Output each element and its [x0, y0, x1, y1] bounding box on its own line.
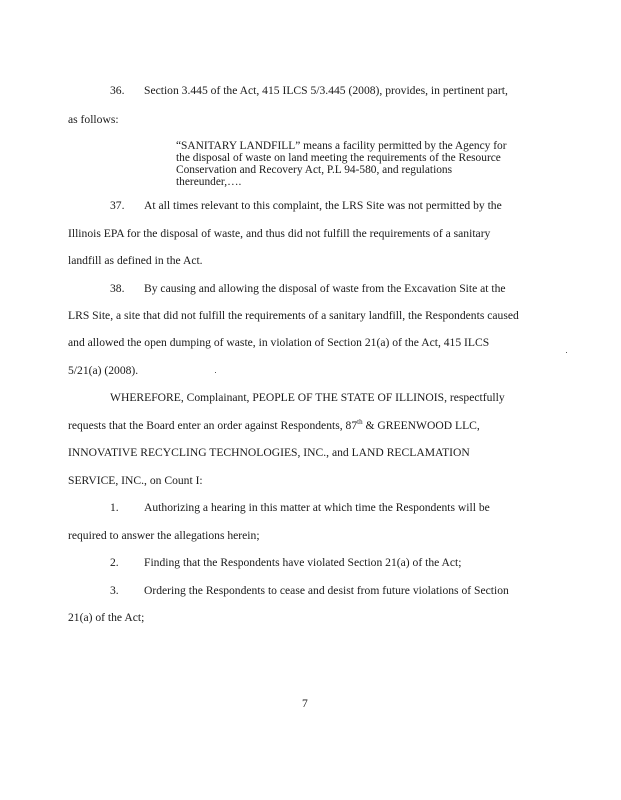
wherefore-line-2-pre: requests that the Board enter an order against Respondents, 87: [68, 419, 358, 432]
paragraph-37-line-2: Illinois EPA for the disposal of waste, and thus did not fulfill the requirements of a sanitary: [68, 227, 491, 240]
paragraph-36-line-2: as follows:: [68, 113, 119, 126]
paragraph-38-number: 38.: [110, 282, 125, 295]
quote-line-4: thereunder,….: [176, 176, 242, 188]
paragraph-37-line-1: At all times relevant to this complaint, the LRS Site was not permitted by the: [144, 199, 502, 212]
quote-line-1: “SANITARY LANDFILL” means a facility permitted by the Agency for: [176, 140, 507, 152]
paragraph-38-line-1: By causing and allowing the disposal of waste from the Excavation Site at the: [144, 282, 506, 295]
relief-item-3-line-1: Ordering the Respondents to cease and desist from future violations of Section: [144, 584, 509, 597]
wherefore-line-2-post: & GREENWOOD LLC,: [362, 419, 480, 432]
wherefore-line-4: SERVICE, INC., on Count I:: [68, 474, 203, 487]
quote-line-3: Conservation and Recovery Act, P.L 94-580, and regulations: [176, 164, 453, 176]
paragraph-38-line-4: 5/21(a) (2008).: [68, 364, 139, 377]
relief-item-1-line-1: Authorizing a hearing in this matter at which time the Respondents will be: [144, 501, 490, 514]
paragraph-37-number: 37.: [110, 199, 125, 212]
quote-line-2: the disposal of waste on land meeting the requirements of the Resource: [176, 152, 501, 164]
paragraph-36-line-1: Section 3.445 of the Act, 415 ILCS 5/3.445 (2008), provides, in pertinent part,: [144, 84, 508, 97]
scan-speck: [566, 352, 567, 353]
paragraph-38-line-3: and allowed the open dumping of waste, in violation of Section 21(a) of the Act, 415 ILCS: [68, 336, 490, 349]
wherefore-line-3: INNOVATIVE RECYCLING TECHNOLOGIES, INC., and LAND RECLAMATION: [68, 446, 470, 459]
wherefore-line-2: [68, 419, 480, 433]
paragraph-38-line-2: LRS Site, a site that did not fulfill the requirements of a sanitary landfill, the Respondents caused: [68, 309, 519, 322]
relief-item-3-line-2: 21(a) of the Act;: [68, 611, 145, 624]
wherefore-line-1: WHEREFORE, Complainant, PEOPLE OF THE STATE OF ILLINOIS, respectfully: [110, 391, 505, 404]
relief-item-1-number: 1.: [110, 501, 119, 514]
paragraph-36-number: 36.: [110, 84, 125, 97]
page-number: 7: [302, 697, 308, 710]
relief-item-2-line-1: Finding that the Respondents have violated Section 21(a) of the Act;: [144, 556, 462, 569]
relief-item-1-line-2: required to answer the allegations herein;: [68, 529, 260, 542]
ordinal-suffix: th: [357, 418, 363, 426]
scan-speck: [215, 372, 216, 373]
relief-item-3-number: 3.: [110, 584, 119, 597]
paragraph-37-line-3: landfill as defined in the Act.: [68, 254, 203, 267]
relief-item-2-number: 2.: [110, 556, 119, 569]
